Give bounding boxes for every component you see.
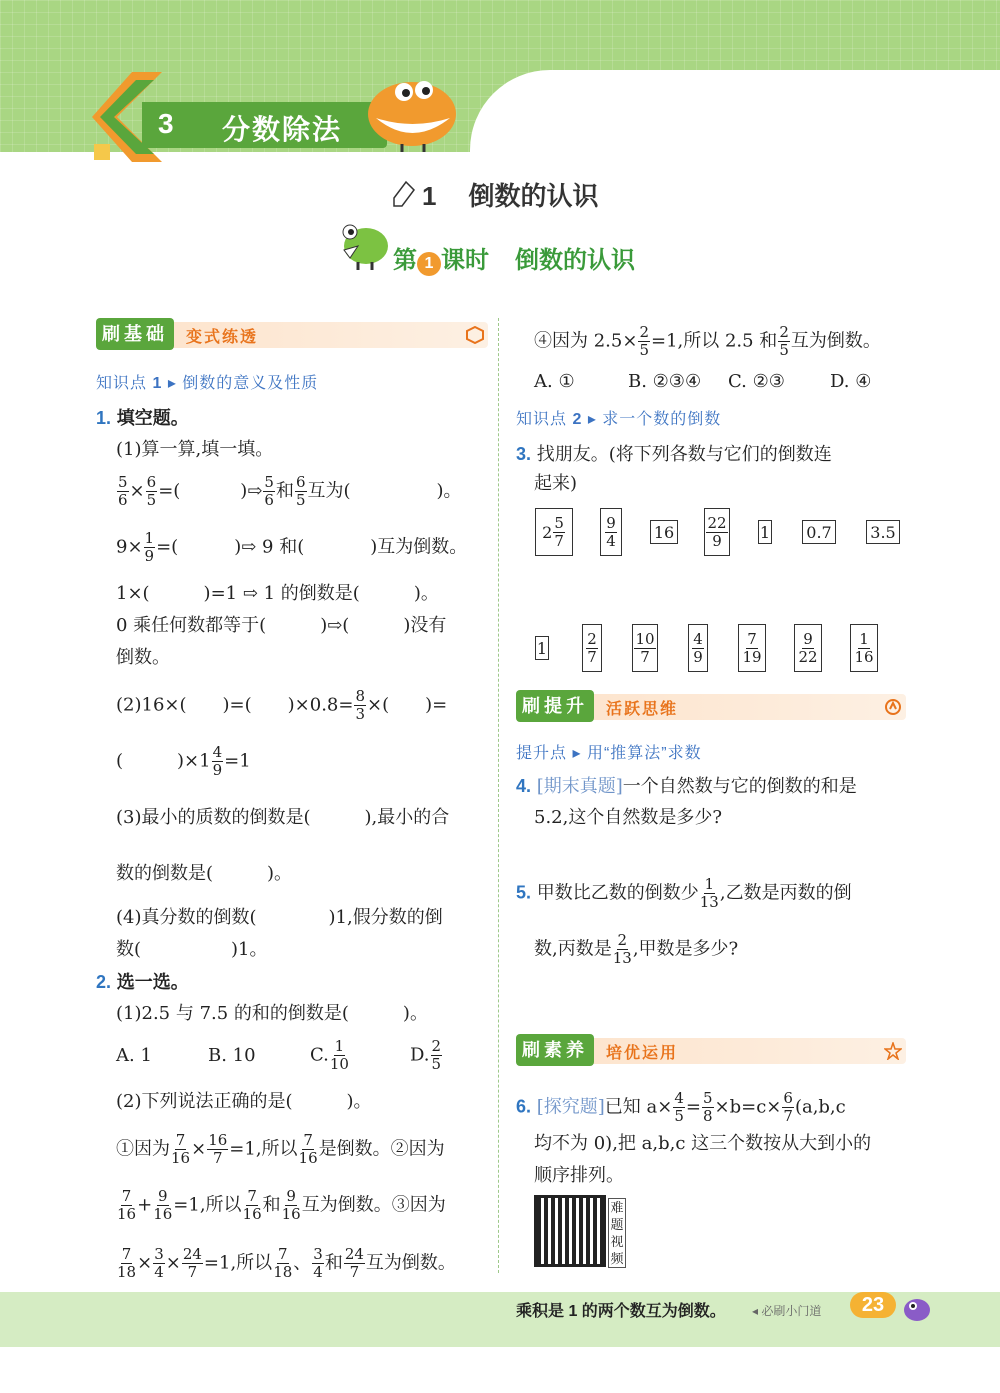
band-core-label: 刷素养 bbox=[516, 1034, 594, 1066]
q1-line4: 0 乘任何数都等于( )⇨( )没有 bbox=[116, 615, 447, 636]
section-title: 1 倒数的认识 bbox=[422, 181, 599, 211]
q2b-option-d: D. ④ bbox=[830, 371, 872, 392]
q1-part2-cont: ( )×1 $\frac{4}{9}$ =1 bbox=[116, 743, 251, 779]
band-core bbox=[516, 1038, 906, 1064]
q2-stmt4: ④因为 2.5× $\frac{2}{5}$ =1,所以 2.5 和 $\frac{2}{5}$ 互为倒数。 bbox=[534, 323, 881, 359]
q3-box-top-4: $\frac{22}{9}$ bbox=[704, 508, 730, 556]
q3-box-top-6: 0.7 bbox=[802, 520, 836, 544]
purple-monster-icon bbox=[900, 1290, 934, 1324]
qr-label: 难题视频 bbox=[608, 1198, 626, 1268]
q3-box-top-1: 2 $\frac{5}{7}$ bbox=[535, 508, 573, 556]
q6-text2: 均不为 0),把 a,b,c 这三个数按从大到小的 bbox=[534, 1133, 872, 1154]
star-icon bbox=[884, 1042, 902, 1060]
q1-line4b: 倒数。 bbox=[116, 647, 170, 668]
q3-box-bottom-7: $\frac{1}{16}$ bbox=[850, 624, 878, 672]
q2b-option-a: A. ① bbox=[534, 371, 575, 392]
q5-text1: 5. 甲数比乙数的倒数少 $\frac{1}{13}$ ,乙数是丙数的倒 bbox=[516, 875, 852, 911]
chapter-title: 分数除法 bbox=[222, 114, 343, 145]
band-basic-label: 刷基础 bbox=[96, 318, 174, 350]
band-up bbox=[516, 694, 906, 720]
q6-text3: 顺序排列。 bbox=[534, 1165, 624, 1186]
q3-box-top-5: 1 bbox=[758, 520, 772, 544]
q1-heading: 1. 填空题。 bbox=[96, 408, 189, 428]
cube-icon bbox=[466, 326, 484, 344]
spark-icon bbox=[884, 698, 902, 716]
q4-text1: 4. [期末真题]一个自然数与它的倒数的和是 bbox=[516, 776, 857, 797]
orange-monster-icon bbox=[362, 68, 462, 152]
q1-part1: (1)算一算,填一填。 bbox=[116, 439, 274, 460]
promotion-point: 提升点 ▸ 用“推算法”求数 bbox=[516, 745, 702, 762]
q2-option-b: B. 10 bbox=[208, 1045, 256, 1066]
band-basic bbox=[96, 322, 488, 348]
q1-part4b: 数( )1。 bbox=[116, 939, 268, 960]
green-monster-icon bbox=[338, 218, 390, 270]
band-up-label: 刷提升 bbox=[516, 690, 594, 722]
lesson-title: 第 1 课时 倒数的认识 bbox=[393, 247, 635, 274]
q1-part2: (2)16×( )=( )×0.8= $\frac{8}{3}$ ×( )= bbox=[116, 687, 448, 723]
q3-text1: 3. 找朋友。(将下列各数与它们的倒数连 bbox=[516, 444, 832, 465]
q1-line1: $\frac{5}{6}$ × $\frac{6}{5}$ =( )⇨ $\frac{5}{6}$ 和 $\frac{6}{5}$ 互为( )。 bbox=[118, 473, 462, 509]
q2-heading: 2. 选一选。 bbox=[96, 972, 189, 992]
page-number: 23 bbox=[850, 1292, 896, 1318]
q3-box-bottom-4: $\frac{4}{9}$ bbox=[688, 624, 708, 672]
band-basic-sub: 变式练透 bbox=[186, 329, 259, 346]
q2-option-a: A. 1 bbox=[116, 1045, 152, 1066]
knowledge-point-1: 知识点 1 ▸ 倒数的意义及性质 bbox=[96, 375, 319, 392]
q1-part4a: (4)真分数的倒数( )1,假分数的倒 bbox=[116, 907, 443, 928]
q3-box-bottom-5: $\frac{7}{19}$ bbox=[738, 624, 766, 672]
q3-box-bottom-3: $\frac{10}{7}$ bbox=[632, 624, 658, 672]
q2-stmt3: $\frac{7}{18}$ × $\frac{3}{4}$ × $\frac{24}{7}$ =1,所以 $\frac{7}{18}$ 、 $\frac{3}{4}$ 和 $\frac{24}{7}$ 互为倒数。 bbox=[117, 1245, 456, 1281]
q2b-option-b: B. ②③④ bbox=[628, 371, 702, 392]
q1-part3a: (3)最小的质数的倒数是( ),最小的合 bbox=[116, 807, 450, 828]
q2b-option-c: C. ②③ bbox=[728, 371, 785, 392]
q3-box-top-3: 16 bbox=[650, 520, 678, 544]
knowledge-point-2: 知识点 2 ▸ 求一个数的倒数 bbox=[516, 411, 722, 428]
q3-box-top-7: 3.5 bbox=[866, 520, 900, 544]
footer-note: 乘积是 1 的两个数互为倒数。 bbox=[516, 1303, 726, 1320]
qr-code[interactable] bbox=[534, 1195, 606, 1267]
q3-box-bottom-2: $\frac{2}{7}$ bbox=[582, 624, 602, 672]
q1-part3b: 数的倒数是( )。 bbox=[116, 863, 293, 884]
q2-stmt2: $\frac{7}{16}$ + $\frac{9}{16}$ =1,所以 $\frac{7}{16}$ 和 $\frac{9}{16}$ 互为倒数。③因为 bbox=[117, 1187, 446, 1223]
band-up-sub: 活跃思维 bbox=[606, 701, 679, 718]
q2-stmt1: ①因为 $\frac{7}{16}$ × $\frac{16}{7}$ =1,所以 $\frac{7}{16}$ 是倒数。②因为 bbox=[116, 1131, 445, 1167]
q5-text2: 数,丙数是 $\frac{2}{13}$ ,甲数是多少? bbox=[534, 931, 739, 967]
q2-option-d: D. $\frac{2}{5}$ bbox=[410, 1037, 442, 1073]
q3-box-top-2: $\frac{9}{4}$ bbox=[600, 508, 622, 556]
q3-box-bottom-1: 1 bbox=[535, 636, 549, 660]
q6-text1: 6. [探究题]已知 a× $\frac{4}{5}$ = $\frac{5}{8}$ ×b=c× $\frac{6}{7}$ (a,b,c bbox=[516, 1089, 846, 1125]
q1-line2: 9× $\frac{1}{9}$ =( )⇨ 9 和( )互为倒数。 bbox=[116, 529, 468, 565]
q3-text2: 起来) bbox=[534, 473, 578, 494]
q3-box-bottom-6: $\frac{9}{22}$ bbox=[794, 624, 822, 672]
q1-line3: 1×( )=1 ⇨ 1 的倒数是( )。 bbox=[116, 583, 439, 604]
column-divider bbox=[498, 318, 499, 1273]
q2-option-c: C. $\frac{1}{10}$ bbox=[310, 1037, 349, 1073]
chapter-number: 3 bbox=[158, 108, 174, 139]
band-core-sub: 培优运用 bbox=[606, 1045, 679, 1062]
q2-part1: (1)2.5 与 7.5 的和的倒数是( )。 bbox=[116, 1003, 428, 1024]
q2-part2: (2)下列说法正确的是( )。 bbox=[116, 1091, 372, 1112]
q4-text2: 5.2,这个自然数是多少? bbox=[534, 807, 722, 828]
footer-brand: ◂ 必刷小门道 bbox=[752, 1304, 822, 1318]
